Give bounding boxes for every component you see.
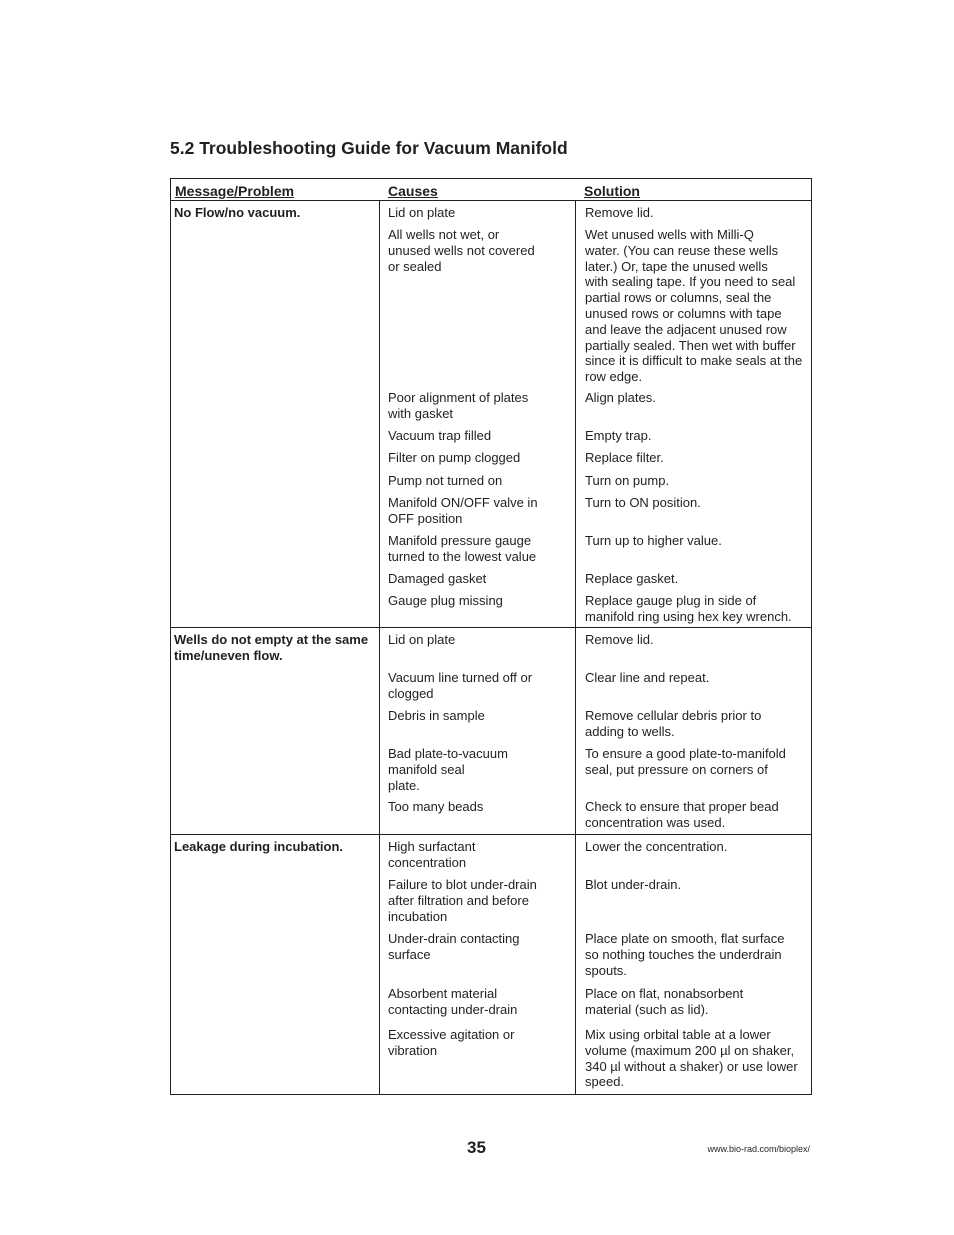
table-row (380, 835, 811, 873)
table-row (380, 424, 811, 446)
cause-cell: Absorbent material contacting under-drain (380, 982, 576, 1023)
problem-group-leakage (171, 835, 811, 1094)
cause-cell: Under-drain contacting surface (380, 927, 576, 982)
cause-cell: Debris in sample (380, 704, 576, 742)
solution-cell: Replace gasket. (585, 571, 679, 586)
table-row (380, 589, 811, 627)
solution-cell: Replace gauge plug in side of manifold ring using hex key wrench. (585, 593, 792, 624)
table-row (380, 982, 811, 1023)
troubleshooting-table (170, 178, 812, 1095)
page-number: 35 (467, 1138, 486, 1157)
solution-cell: Wet unused wells with Milli-Q water. (You can reuse these wells later.) Or, tape the unused wells with sealing tape. If you need to seal partial rows or columns, seal the unused rows or columns with tape and leave the adjacent unused row partially sealed. Then wet with buffer since it is difficult to make seals at the row edge. (585, 227, 803, 385)
problem-cell: Wells do not empty at the same time/uneven flow. (171, 628, 380, 834)
column-header-problem: Message/Problem (175, 183, 295, 199)
cause-cell: Filter on pump clogged (380, 446, 576, 469)
solution-cell: To ensure a good plate-to-manifold seal, put pressure on corners of (585, 746, 786, 777)
solution-cell: Turn on pump. (585, 473, 670, 488)
table-row (380, 567, 811, 589)
cause-cell: Vacuum line turned off or clogged (380, 666, 576, 704)
table-row (380, 628, 811, 666)
cause-cell: Bad plate-to-vacuum manifold seal plate. (380, 742, 576, 795)
solution-cell: Align plates. (585, 390, 656, 405)
table-row (380, 223, 811, 386)
cause-cell: Lid on plate (380, 201, 576, 223)
solution-cell: Remove lid. (585, 632, 654, 647)
table-row (380, 491, 811, 529)
solution-cell: Check to ensure that proper bead concentration was used. (585, 799, 779, 830)
section-title: 5.2 Troubleshooting Guide for Vacuum Manifold (170, 138, 568, 158)
cause-cell: Excessive agitation or vibration (380, 1023, 576, 1094)
table-row (380, 795, 811, 834)
cause-cell: Poor alignment of plates with gasket (380, 386, 576, 424)
cause-cell: All wells not wet, or unused wells not covered or sealed (380, 223, 576, 386)
cause-cell: Damaged gasket (380, 567, 576, 589)
table-row (380, 469, 811, 491)
solution-cell: Place on flat, nonabsorbent material (such as lid). (585, 986, 744, 1017)
solution-cell: Mix using orbital table at a lower volume (maximum 200 µl on shaker, 340 µl without a shaker) or use lower speed. (585, 1027, 798, 1090)
solution-cell: Remove lid. (585, 205, 654, 220)
solution-cell: Turn up to higher value. (585, 533, 722, 548)
table-row (380, 666, 811, 704)
solution-cell: Lower the concentration. (585, 839, 728, 854)
cause-cell: Manifold ON/OFF valve in OFF position (380, 491, 576, 529)
solution-cell: Turn to ON position. (585, 495, 701, 510)
solution-cell: Clear line and repeat. (585, 670, 710, 685)
table-row (380, 873, 811, 927)
problem-group-uneven-flow (171, 628, 811, 835)
problem-cell: No Flow/no vacuum. (171, 201, 380, 627)
table-row (380, 1023, 811, 1094)
solution-cell: Place plate on smooth, flat surface so nothing touches the underdrain spouts. (585, 931, 785, 978)
problem-cell: Leakage during incubation. (171, 835, 380, 1094)
solution-cell: Blot under-drain. (585, 877, 682, 892)
cause-cell: High surfactant concentration (380, 835, 576, 873)
cause-cell: Failure to blot under-drain after filtration and before incubation (380, 873, 576, 927)
solution-cell: Empty trap. (585, 428, 652, 443)
column-header-solution: Solution (584, 183, 640, 199)
table-row (380, 704, 811, 742)
cause-cell: Pump not turned on (380, 469, 576, 491)
cause-cell: Too many beads (380, 795, 576, 834)
table-row (380, 742, 811, 795)
table-row (380, 201, 811, 223)
footer-url: www.bio-rad.com/bioplex/ (707, 1144, 810, 1154)
cause-cell: Manifold pressure gauge turned to the lowest value (380, 529, 576, 567)
column-header-causes: Causes (388, 183, 438, 199)
table-header-row (171, 179, 811, 201)
table-row (380, 529, 811, 567)
solution-cell: Remove cellular debris prior to adding to wells. (585, 708, 762, 739)
table-row (380, 446, 811, 469)
table-row (380, 927, 811, 982)
problem-group-no-flow (171, 201, 811, 628)
cause-cell: Vacuum trap filled (380, 424, 576, 446)
cause-cell: Gauge plug missing (380, 589, 576, 627)
table-row (380, 386, 811, 424)
cause-cell: Lid on plate (380, 628, 576, 666)
solution-cell: Replace filter. (585, 450, 664, 465)
